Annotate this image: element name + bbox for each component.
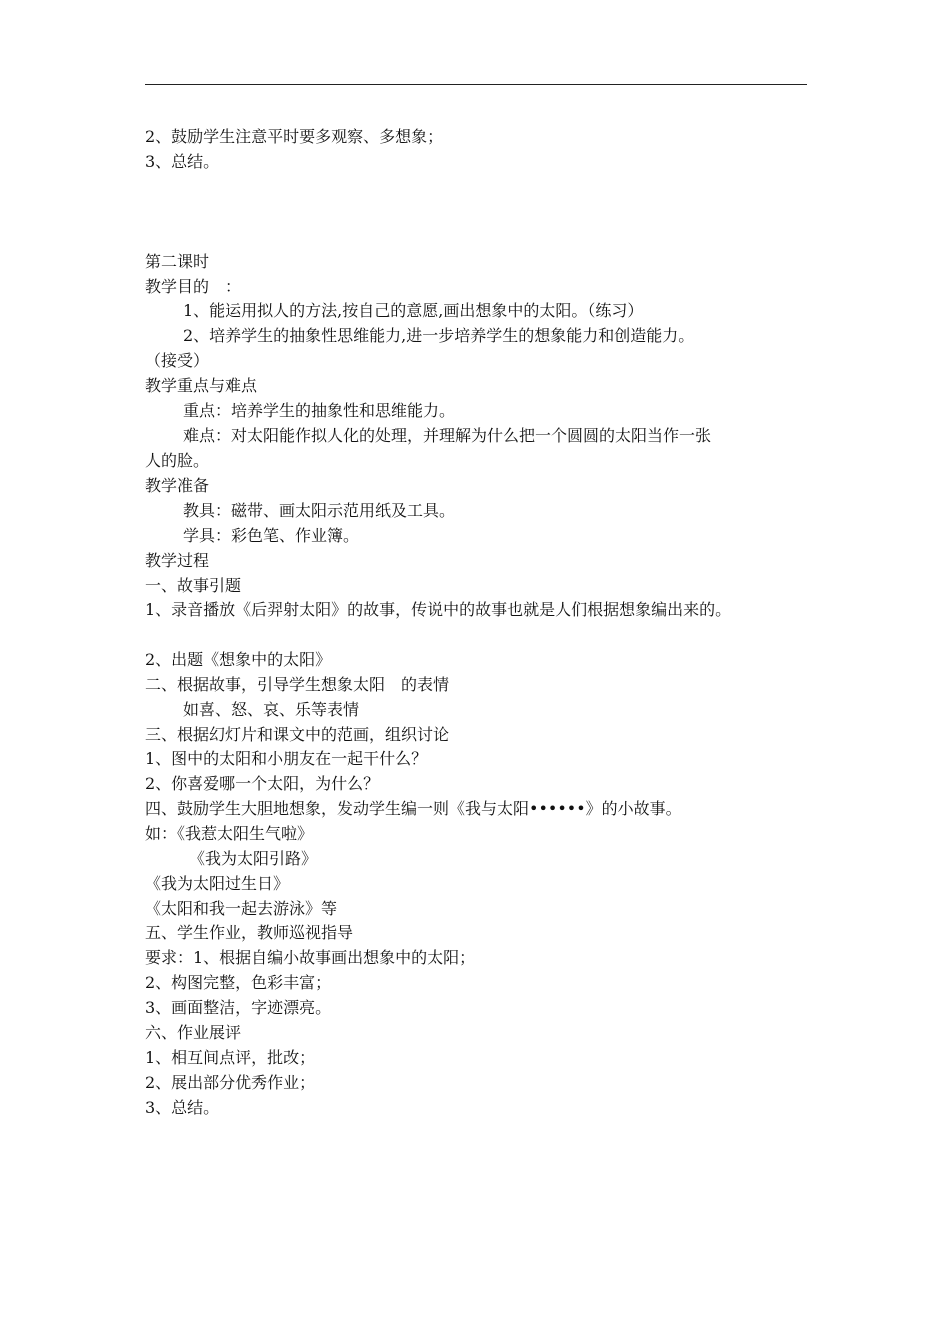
- text-line: 《太阳和我一起去游泳》等: [145, 899, 338, 918]
- text-line: 六、作业展评: [145, 1023, 242, 1042]
- text-line: 2、鼓励学生注意平时要多观察、多想象；: [145, 127, 444, 146]
- text-line: 五、学生作业，教师巡视指导: [145, 923, 354, 942]
- text-line: 2、展出部分优秀作业；: [145, 1073, 316, 1092]
- text-line: 如：《我惹太阳生气啦》: [145, 824, 314, 843]
- text-line: 一、故事引题: [145, 576, 242, 595]
- text-line: 重点：培养学生的抽象性和思维能力。: [183, 401, 456, 420]
- text-line: 教具：磁带、画太阳示范用纸及工具。: [183, 501, 456, 520]
- text-line: 1、能运用拟人的方法,按自己的意愿,画出想象中的太阳。（练习）: [183, 301, 644, 320]
- text-line: 2、培养学生的抽象性思维能力,进一步培养学生的想象能力和创造能力。: [183, 326, 695, 345]
- text-line: 1、图中的太阳和小朋友在一起干什么？: [145, 749, 428, 768]
- text-line: 2、出题《想象中的太阳》: [145, 650, 332, 669]
- text-line: 1、相互间点评，批改；: [145, 1048, 316, 1067]
- text-line: 三、根据幻灯片和课文中的范画，组织讨论: [145, 725, 450, 744]
- text-line: 人的脸。: [145, 451, 210, 470]
- text-line: （接受）: [145, 351, 210, 370]
- header-rule: [145, 84, 807, 85]
- text-line: 四、鼓励学生大胆地想象，发动学生编一则《我与太阳••••••》的小故事。: [145, 799, 682, 818]
- text-line: 1、录音播放《后羿射太阳》的故事，传说中的故事也就是人们根据想象编出来的。: [145, 600, 732, 619]
- text-line: 2、构图完整，色彩丰富；: [145, 973, 332, 992]
- section-heading: 教学重点与难点: [145, 376, 258, 395]
- text-line: 《我为太阳过生日》: [145, 874, 290, 893]
- section-title: 第二课时: [145, 252, 210, 271]
- text-line: 3、总结。: [145, 1098, 220, 1117]
- section-heading: 教学目的 ：: [145, 277, 242, 296]
- text-line: 3、画面整洁，字迹漂亮。: [145, 998, 332, 1017]
- text-line: 要求：1、根据自编小故事画出想象中的太阳；: [145, 948, 476, 967]
- text-line: 3、总结。: [145, 152, 220, 171]
- text-line: 二、根据故事，引导学生想象太阳 的表情: [145, 675, 450, 694]
- section-heading: 教学准备: [145, 476, 210, 495]
- text-line: 难点：对太阳能作拟人化的处理，并理解为什么把一个圆圆的太阳当作一张: [183, 426, 712, 445]
- section-heading: 教学过程: [145, 551, 210, 570]
- text-line: 如喜、怒、哀、乐等表情: [183, 700, 360, 719]
- text-line: 2、你喜爱哪一个太阳，为什么？: [145, 774, 380, 793]
- text-line: 学具：彩色笔、作业簿。: [183, 526, 360, 545]
- text-line: 《我为太阳引路》: [189, 849, 318, 868]
